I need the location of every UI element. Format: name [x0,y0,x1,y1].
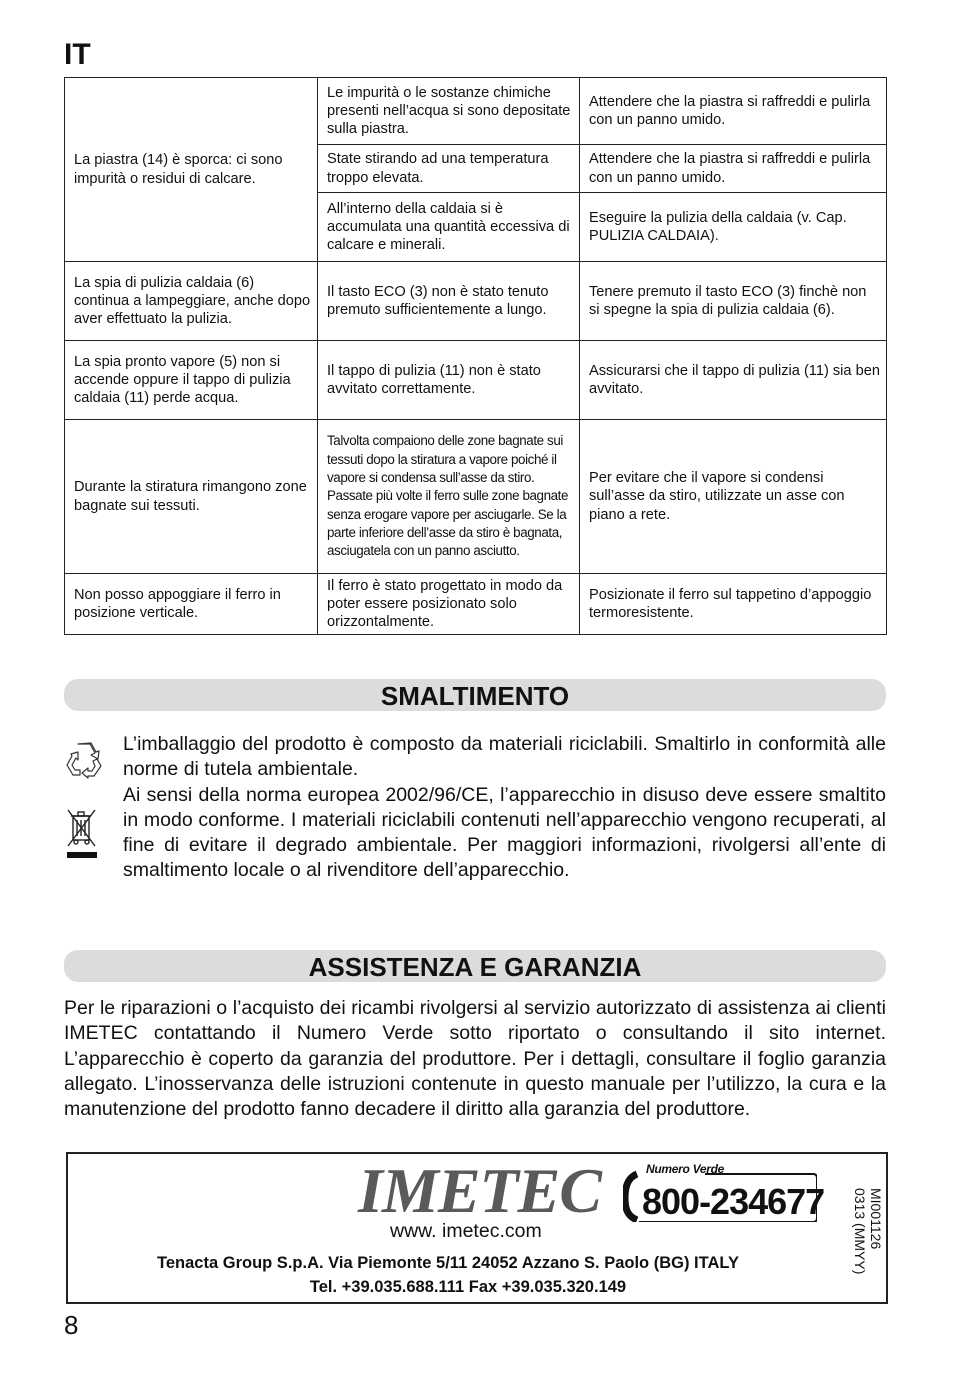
section-heading-warranty: ASSISTENZA E GARANZIA [64,950,886,982]
cause-cell: Talvolta compaiono delle zone bagnate sui tessuti dopo la stiratura a vapore poiché il vapore si condensa sull’asse da stiro. Passate più volte il ferro sulle zone bagnate senza erogare vapore per asciugarle. Se la parte inferiore dell’asse da stiro è bagnata, asciugatela con un panno asciutto. [318,420,580,574]
disposal-paragraph: Ai sensi della norma europea 2002/96/CE, l’apparecchio in disuso deve essere smaltito in modo conforme. I materiali riciclabili contenuti nell’apparecchio vengono recuperati, al fine di evitare il degrado ambientale. Per maggiori informazioni, rivolgersi all’ente di smaltimento locale o al rivenditore dell’apparecchio. [123,783,886,882]
footer-contact-box [66,1152,888,1304]
cause-cell: Il ferro è stato progettato in modo da poter essere posizionato solo orizzontalmente. [318,574,580,635]
language-label: IT [64,38,91,71]
imetec-logo: IMETEC [358,1155,601,1226]
disposal-text [123,732,886,884]
table-row [65,420,887,574]
numero-verde-label: Numero Verde [646,1162,724,1176]
section-heading-disposal: SMALTIMENTO [64,679,886,711]
solution-cell: Assicurarsi che il tappo di pulizia (11) sia ben avvitato. [580,341,887,420]
solution-cell: Eseguire la pulizia della caldaia (v. Cap. PULIZIA CALDAIA). [580,193,887,262]
solution-cell: Per evitare che il vapore si condensi sull’asse da stiro, utilizzate un asse con piano a rete. [580,420,887,574]
recycle-icon [64,740,104,780]
doc-date: 0313 (MMYY) [852,1188,868,1275]
warranty-text: Per le riparazioni o l’acquisto dei ricambi rivolgersi al servizio autorizzato di assistenza ai clienti IMETEC contattando il Numero Verde sotto riportato o consultando il sito internet. L’apparecchio è coperto da garanzia del produttore. Per i dettagli, consultare il foglio garanzia allegato. L’inosservanza delle istruzioni contenute in questo manuale per l’utilizzo, la cura e la manutenzione del prodotto fanno decadere il diritto alla garanzia del produttore. [64,997,886,1121]
solution-cell: Attendere che la piastra si raffreddi e pulirla con un panno umido. [580,78,887,145]
cause-cell: Il tasto ECO (3) non è stato tenuto premuto sufficientemente a lungo. [318,262,580,341]
cause-cell: Le impurità o le sostanze chimiche presenti nell’acqua si sono depositate sulla piastra. [318,78,580,145]
solution-cell: Tenere premuto il tasto ECO (3) finchè non si spegne la spia di pulizia caldaia (6). [580,262,887,341]
solution-cell: Posizionate il ferro sul tappetino d’appoggio termoresistente. [580,574,887,635]
table-row [65,341,887,420]
cause-cell: Il tappo di pulizia (11) non è stato avvitato correttamente. [318,341,580,420]
numero-verde-phone[interactable]: 800-234677 [642,1181,825,1222]
cause-cell: State stirando ad una temperatura troppo elevata. [318,145,580,193]
problem-cell: La spia pronto vapore (5) non si accende oppure il tappo di pulizia caldaia (11) perde acqua. [65,341,318,420]
problem-cell: Non posso appoggiare il ferro in posizione verticale. [65,574,318,635]
page-number: 8 [64,1310,79,1340]
problem-cell: Durante la stiratura rimangono zone bagnate sui tessuti. [65,420,318,574]
website-link[interactable]: www. imetec.com [390,1220,542,1242]
table-row [65,574,887,635]
disposal-paragraph: L’imballaggio del prodotto è composto da materiali riciclabili. Smaltirlo in conformità alle norme di tutela ambientale. [123,733,886,781]
problem-cell: La piastra (14) è sporca: ci sono impurità o residui di calcare. [65,78,318,262]
document-code [852,1188,884,1278]
tel-fax: Tel. +39.035.688.111 Fax +39.035.320.149 [309,1278,627,1296]
problem-cell: La spia di pulizia caldaia (6) continua a lampeggiare, anche dopo aver effettuato la pulizia. [65,262,318,341]
cause-cell: All’interno della caldaia si è accumulata una quantità eccessiva di calcare e minerali. [318,193,580,262]
table-row [65,262,887,341]
company-address: Tenacta Group S.p.A. Via Piemonte 5/11 24052 Azzano S. Paolo (BG) ITALY [157,1254,739,1272]
solution-cell: Attendere che la piastra si raffreddi e pulirla con un panno umido. [580,145,887,193]
troubleshooting-table [64,77,887,635]
table-row [65,78,887,145]
weee-bin-icon [66,808,98,860]
doc-code: MI001126 [868,1188,884,1250]
